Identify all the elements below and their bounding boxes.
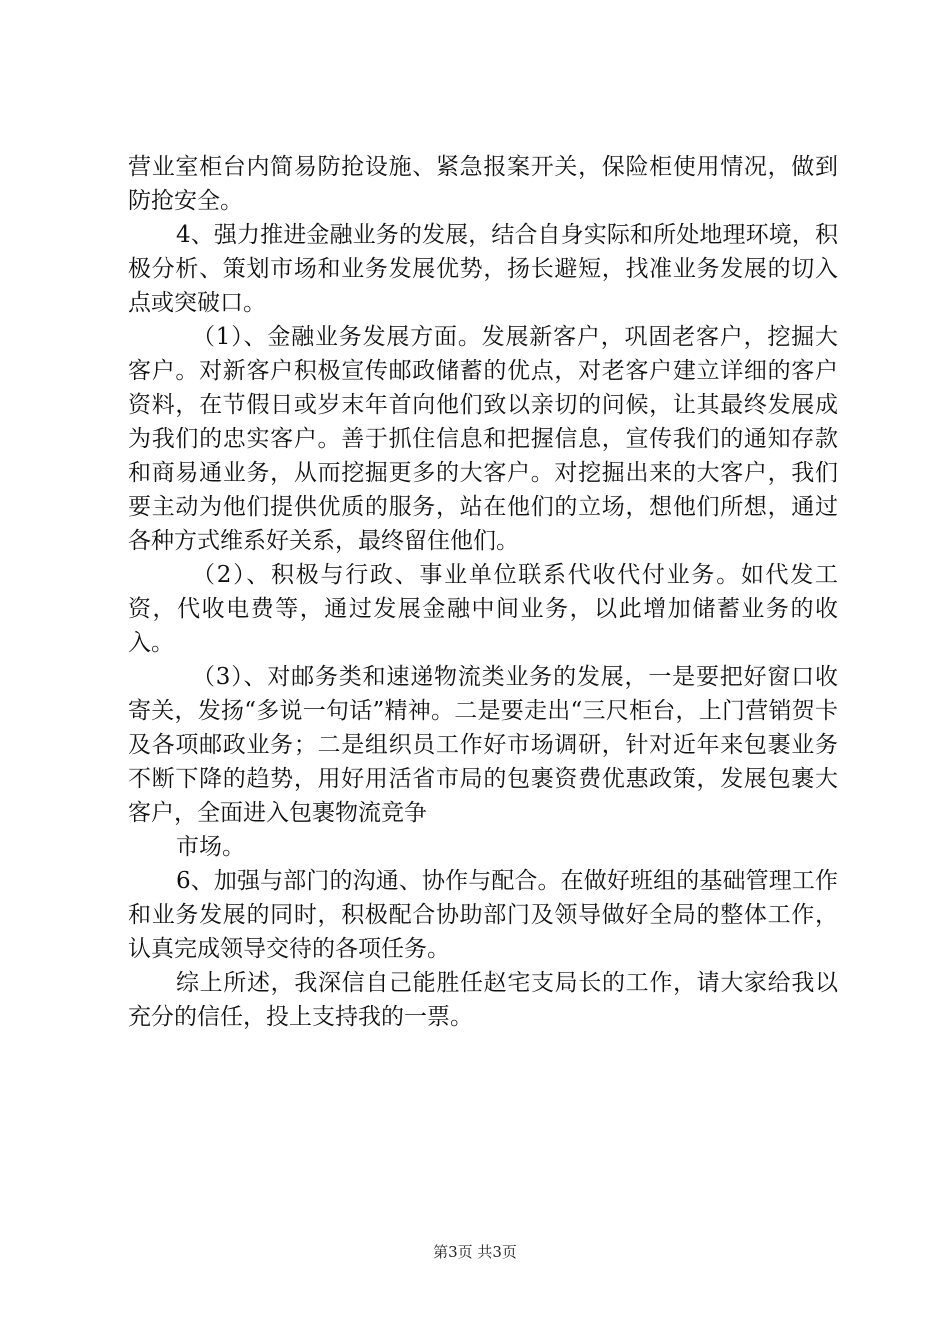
paragraph-item-3-postal-logistics: （3）、对邮务类和速递物流类业务的发展，一是要把好窗口收寄关，发扬“多说一句话”精神。二是要走出“三尺柜台，上门营销贺卡及各项邮政业务；二是组织员工作好市场调研，针对近年来包裹业务不断下降的趋势，用好用活省市局的包裹资费优惠政策，发展包裹大客户，全面进入包裹物流竞争 [128,664,838,826]
paragraph-item-1-customers: （1）、金融业务发展方面。发展新客户，巩固老客户，挖掘大客户。对新客户积极宣传邮政储蓄的优点，对老客户建立详细的客户资料，在节假日或岁末年首向他们致以亲切的问候，让其最终发展成为我们的忠实客户。善于抓住信息和把握信息，宣传我们的通知存款和商易通业务，从而挖掘更多的大客户。对挖掘出来的大客户，我们要主动为他们提供优质的服务，站在他们的立场，想他们所想，通过各种方式维系好关系，最终留住他们。 [128,324,838,554]
paragraph-item-2-agency-business: （2）、积极与行政、事业单位联系代收代付业务。如代发工资，代收电费等，通过发展金融中间业务，以此增加储蓄业务的收入。 [128,562,838,656]
paragraph-financial-development: 4、强力推进金融业务的发展，结合自身实际和所处地理环境，积极分析、策划市场和业务发展优势，扬长避短，找准业务发展的切入点或突破口。 [128,222,838,316]
page-number-footer: 第3页 共3页 [433,1243,517,1261]
paragraph-item-6-cooperation: 6、加强与部门的沟通、协作与配合。在做好班组的基础管理工作和业务发展的同时，积极配合协助部门及领导做好全局的整体工作，认真完成领导交待的各项任务。 [128,868,838,962]
paragraph-item-3-continuation: 市场。 [176,834,245,860]
paragraph-conclusion: 综上所述，我深信自己能胜任赵宅支局长的工作，请大家给我以充分的信任，投上支持我的一票。 [128,970,838,1030]
paragraph-security-continuation: 营业室柜台内简易防抢设施、紧急报案开关，保险柜使用情况，做到防抢安全。 [128,154,838,214]
document-body [128,150,838,1034]
